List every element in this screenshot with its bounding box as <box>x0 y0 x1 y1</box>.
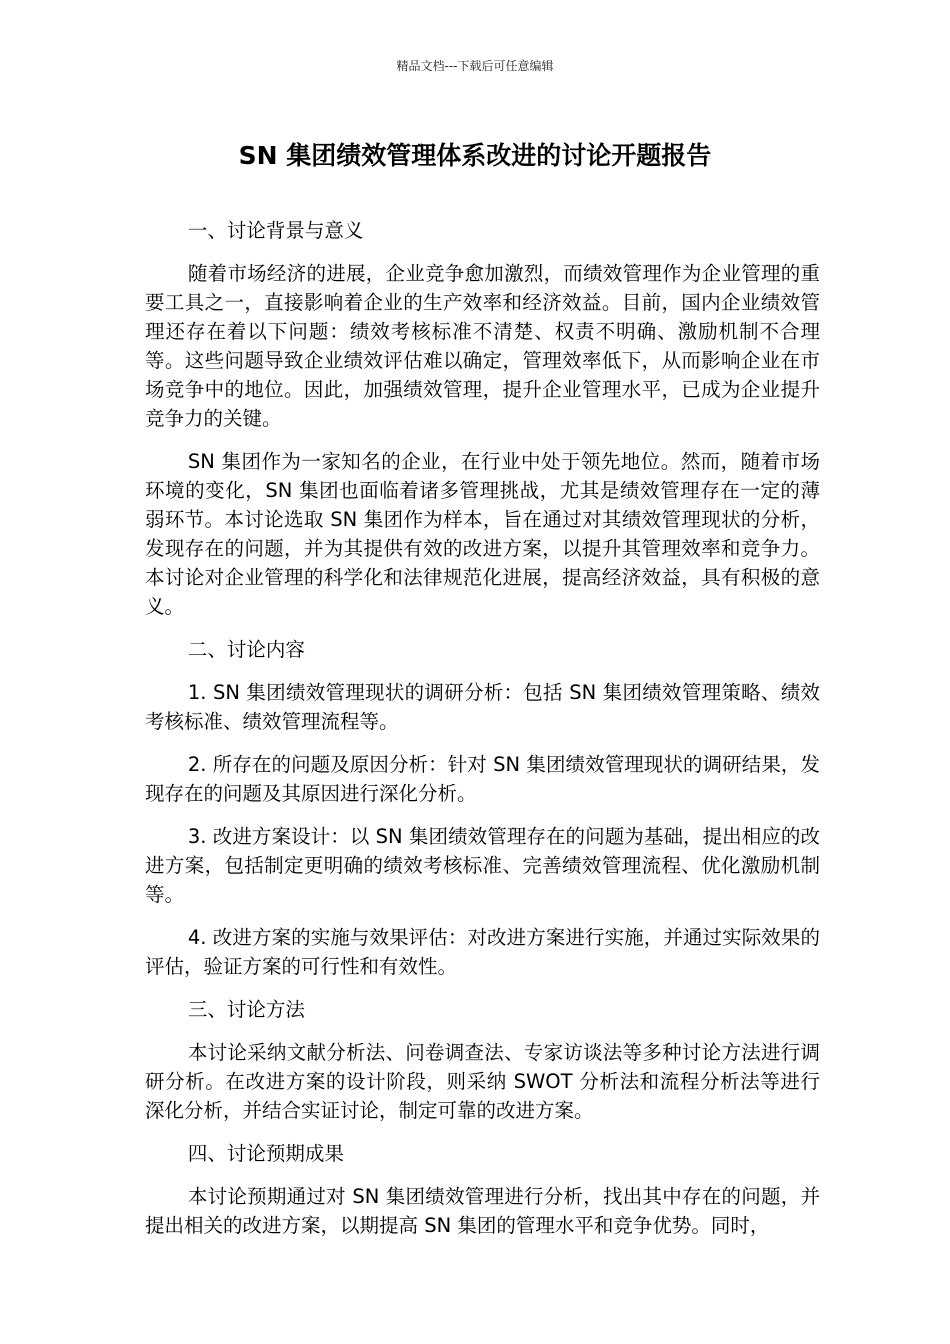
section-heading-methods: 三、讨论方法 <box>187 998 305 1021</box>
section-heading-background: 一、讨论背景与意义 <box>187 219 364 242</box>
content-item-2: 2. 所存在的问题及原因分析：针对 SN 集团绩效管理现状的调研结果，发现存在的问题及其原因进行深化分析。 <box>145 753 820 805</box>
paragraph-background-2: SN 集团作为一家知名的企业，在行业中处于领先地位。然而，随着市场环境的变化，SN 集团也面临着诸多管理挑战，尤其是绩效管理存在一定的薄弱环节。本讨论选取 SN 集团作为样本，旨在通过对其绩效管理现状的分析，发现存在的问题，并为其提供有效的改进方案，以提升其管理效率和竞争力。本讨论对企业管理的科学化和法律规范化进展，提高经济效益，具有积极的意义。 <box>145 450 820 618</box>
paragraph-methods: 本讨论采纳文献分析法、问卷调查法、专家访谈法等多种讨论方法进行调研分析。在改进方案的设计阶段，则采纳 SWOT 分析法和流程分析法等进行深化分析，并结合实证讨论，制定可靠的改进方案。 <box>145 1041 820 1122</box>
paragraph-outcomes: 本讨论预期通过对 SN 集团绩效管理进行分析，找出其中存在的问题，并提出相关的改进方案，以期提高 SN 集团的管理水平和竞争优势。同时， <box>145 1185 820 1237</box>
paragraph-background-1: 随着市场经济的进展，企业竞争愈加激烈，而绩效管理作为企业管理的重要工具之一，直接影响着企业的生产效率和经济效益。目前，国内企业绩效管理还存在着以下问题：绩效考核标准不清楚、权责不明确、激励机制不合理等。这些问题导致企业绩效评估难以确定，管理效率低下，从而影响企业在市场竞争中的地位。因此，加强绩效管理，提升企业管理水平，已成为企业提升竞争力的关键。 <box>145 262 820 430</box>
section-heading-content: 二、讨论内容 <box>187 638 305 661</box>
content-item-4: 4. 改进方案的实施与效果评估：对改进方案进行实施，并通过实际效果的评估，验证方案的可行性和有效性。 <box>145 926 820 978</box>
document-title: SN 集团绩效管理体系改进的讨论开题报告 <box>238 141 712 170</box>
section-heading-outcomes: 四、讨论预期成果 <box>187 1142 344 1165</box>
header-note: 精品文档---下载后可任意编辑 <box>396 59 554 73</box>
document-body <box>145 216 820 1254</box>
content-item-3: 3. 改进方案设计：以 SN 集团绩效管理存在的问题为基础，提出相应的改进方案，包括制定更明确的绩效考核标准、完善绩效管理流程、优化激励机制等。 <box>145 825 820 906</box>
content-item-1: 1. SN 集团绩效管理现状的调研分析：包括 SN 集团绩效管理策略、绩效考核标准、绩效管理流程等。 <box>145 681 820 733</box>
